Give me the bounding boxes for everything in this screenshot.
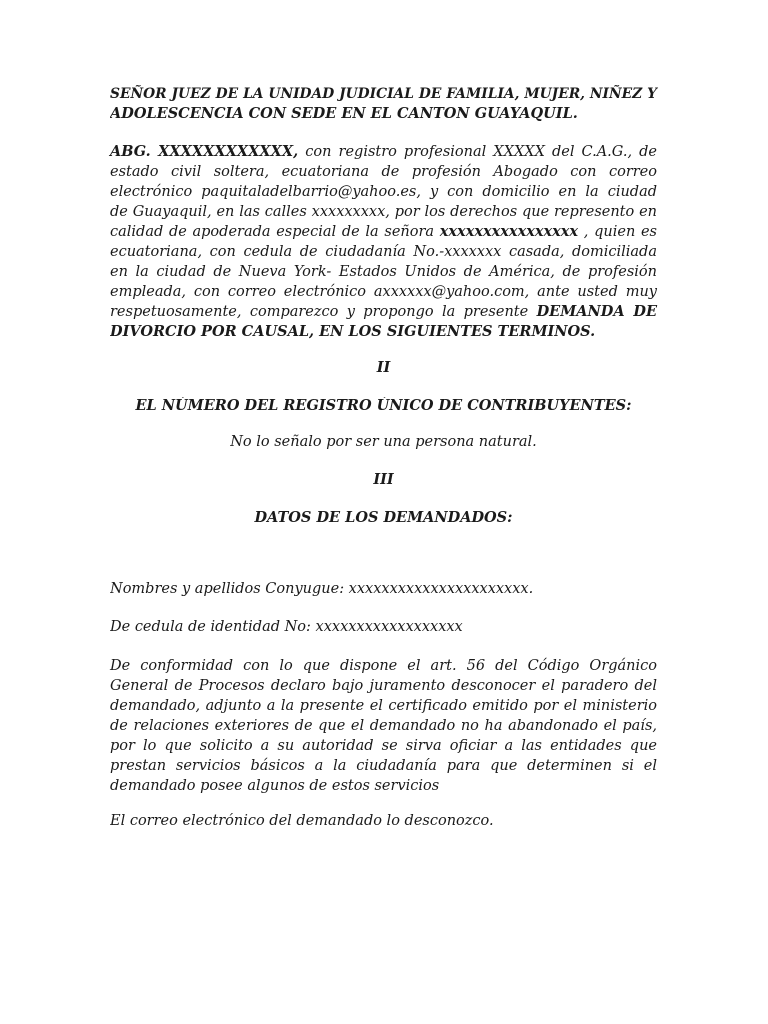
intro-line-10: DIVORCIO POR CAUSAL, EN LOS SIGUIENTES TERMINOS. <box>110 323 596 340</box>
section-3-title: DATOS DE LOS DEMANDADOS: <box>254 509 513 526</box>
id-number-field: De cedula de identidad No: xxxxxxxxxxxxxxxxxx <box>110 619 463 635</box>
declaration-line-5: por lo que solicito a su autoridad se sirva oficiar a las entidades que <box>110 738 657 754</box>
intro-paragraph <box>110 142 657 342</box>
intro-line-8: empleada, con correo electrónico axxxxxx@yahoo.com, ante usted muy <box>110 284 657 300</box>
intro-line-4: de Guayaquil, en las calles xxxxxxxxx, por los derechos que represento en <box>110 204 657 220</box>
intro-text: calidad de apoderada especial de la señora <box>110 224 440 240</box>
section-2-body: No lo señalo por ser una persona natural. <box>230 434 537 450</box>
declaration-line-6: prestan servicios básicos a la ciudadanía para que determinen si el <box>110 758 657 774</box>
declaration-line-1: De conformidad con lo que dispone el art. 56 del Código Orgánico <box>110 658 657 674</box>
intro-line-9 <box>110 302 657 322</box>
section-3-numeral: III <box>373 471 394 488</box>
heading-line-1: SEÑOR JUEZ DE LA UNIDAD JUDICIAL DE FAMILIA, MUJER, NIÑEZ Y <box>110 86 657 102</box>
intro-line-7: en la ciudad de Nueva York- Estados Unidos de América, de profesión <box>110 264 657 280</box>
client-name: xxxxxxxxxxxxxxxx <box>439 223 579 240</box>
declaration-line-4: de relaciones exteriores de que el demandado no ha abandonado el país, <box>110 718 657 734</box>
declaration-line-7: demandado posee algunos de estos servicios <box>110 778 440 794</box>
intro-text: respetuosamente, comparezco y propongo la presente <box>110 304 537 320</box>
court-heading <box>110 84 657 124</box>
intro-line-1 <box>110 142 657 162</box>
declaration-line-2: General de Procesos declaro bajo juramento desconocer el paradero del <box>110 678 657 694</box>
closing-statement: El correo electrónico del demandado lo desconozco. <box>110 813 494 829</box>
intro-line-6: ecuatoriana, con cedula de ciudadanía No.-xxxxxxx casada, domiciliada <box>110 244 657 260</box>
demand-title: DEMANDA DE <box>536 303 657 320</box>
intro-line-5 <box>110 222 657 242</box>
section-2-numeral: II <box>376 359 391 376</box>
intro-text: con registro profesional XXXXX del C.A.G., de <box>298 144 657 160</box>
intro-line-3: electrónico paquitaladelbarrio@yahoo.es, y con domicilio en la ciudad <box>110 184 657 200</box>
intro-line-2: estado civil soltera, ecuatoriana de profesión Abogado con correo <box>110 164 657 180</box>
spouse-names-field: Nombres y apellidos Conyugue: xxxxxxxxxxxxxxxxxxxxxx. <box>110 581 534 597</box>
lawyer-name: ABG. XXXXXXXXXXXX, <box>110 143 299 160</box>
declaration-line-3: demandado, adjunto a la presente el certificado emitido por el ministerio <box>110 698 657 714</box>
section-2-title: EL NÚMERO DEL REGISTRO ÚNICO DE CONTRIBUYENTES: <box>135 397 632 414</box>
declaration-paragraph <box>110 656 657 796</box>
heading-line-2: ADOLESCENCIA CON SEDE EN EL CANTON GUAYAQUIL. <box>110 105 578 122</box>
intro-text: , quien es <box>578 224 657 240</box>
